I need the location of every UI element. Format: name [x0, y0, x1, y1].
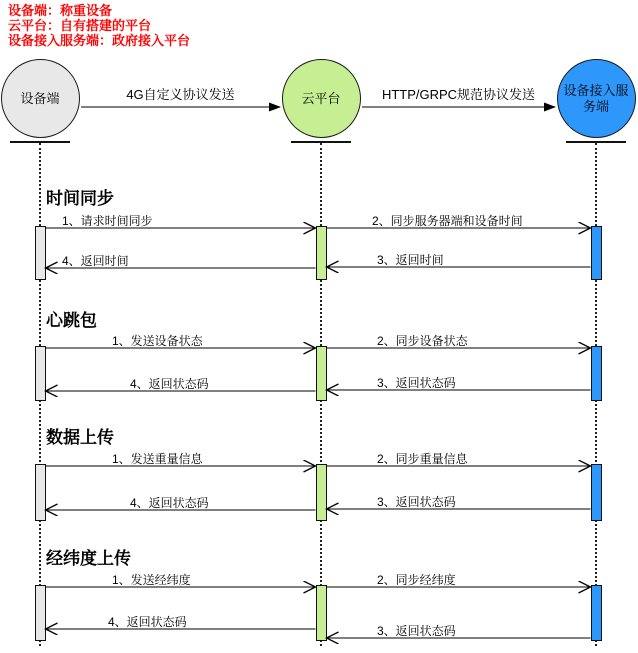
activation-bar-server [591, 226, 602, 280]
note-server: 设备接入服务端：政府接入平台 [8, 33, 191, 48]
actor-device [1, 59, 80, 138]
message-label-2-4: 4、返回状态码 [130, 377, 209, 391]
message-label-3-1: 1、发送重量信息 [112, 452, 203, 466]
note-device: 设备端：称重设备 [8, 3, 113, 18]
activation-bar-device [35, 464, 46, 521]
message-label-3-3: 3、返回状态码 [377, 495, 456, 509]
section-title-3: 数据上传 [46, 428, 114, 447]
activation-bar-server [591, 464, 602, 521]
message-label-1-1: 1、请求时间同步 [62, 214, 153, 228]
actor-label-server: 设备接入服务端 [563, 82, 629, 114]
activation-bar-server [591, 585, 602, 641]
actor-label-cloud: 云平台 [301, 90, 341, 106]
message-label-2-3: 3、返回状态码 [377, 376, 456, 390]
message-label-4-1: 1、发送经纬度 [112, 573, 191, 587]
message-label-3-2: 2、同步重量信息 [377, 452, 468, 466]
message-label-2-1: 1、发送设备状态 [112, 334, 203, 348]
ground-bar-server [566, 141, 626, 143]
section-title-4: 经纬度上传 [46, 549, 131, 568]
section-title-2: 心跳包 [46, 311, 97, 330]
message-label-2-2: 2、同步设备状态 [377, 334, 468, 348]
message-label-1-3: 3、返回时间 [377, 253, 444, 267]
ground-bar-device [10, 141, 70, 143]
message-label-4-2: 2、同步经纬度 [377, 573, 456, 587]
message-label-3-4: 4、返回状态码 [130, 496, 209, 510]
section-title-1: 时间同步 [46, 189, 114, 208]
message-label-1-2: 2、同步服务器端和设备时间 [372, 214, 523, 228]
ground-bar-cloud [291, 141, 351, 143]
message-label-4-3: 3、返回状态码 [377, 624, 456, 638]
message-label-1-4: 4、返回时间 [62, 254, 129, 268]
activation-bar-device [35, 226, 46, 280]
note-cloud: 云平台：自有搭建的平台 [8, 18, 152, 33]
activation-bar-device [35, 346, 46, 401]
top-link-label-1: HTTP/GRPC规范协议发送 [381, 87, 536, 102]
activation-bar-cloud [316, 226, 327, 280]
message-label-4-4: 4、返回状态码 [108, 615, 187, 629]
actor-label-device: 设备端 [20, 90, 60, 106]
activation-bar-server [591, 346, 602, 401]
top-link-label-0: 4G自定义协议发送 [126, 87, 235, 102]
activation-bar-cloud [316, 464, 327, 521]
activation-bar-cloud [316, 585, 327, 641]
activation-bar-cloud [316, 346, 327, 401]
activation-bar-device [35, 585, 46, 641]
